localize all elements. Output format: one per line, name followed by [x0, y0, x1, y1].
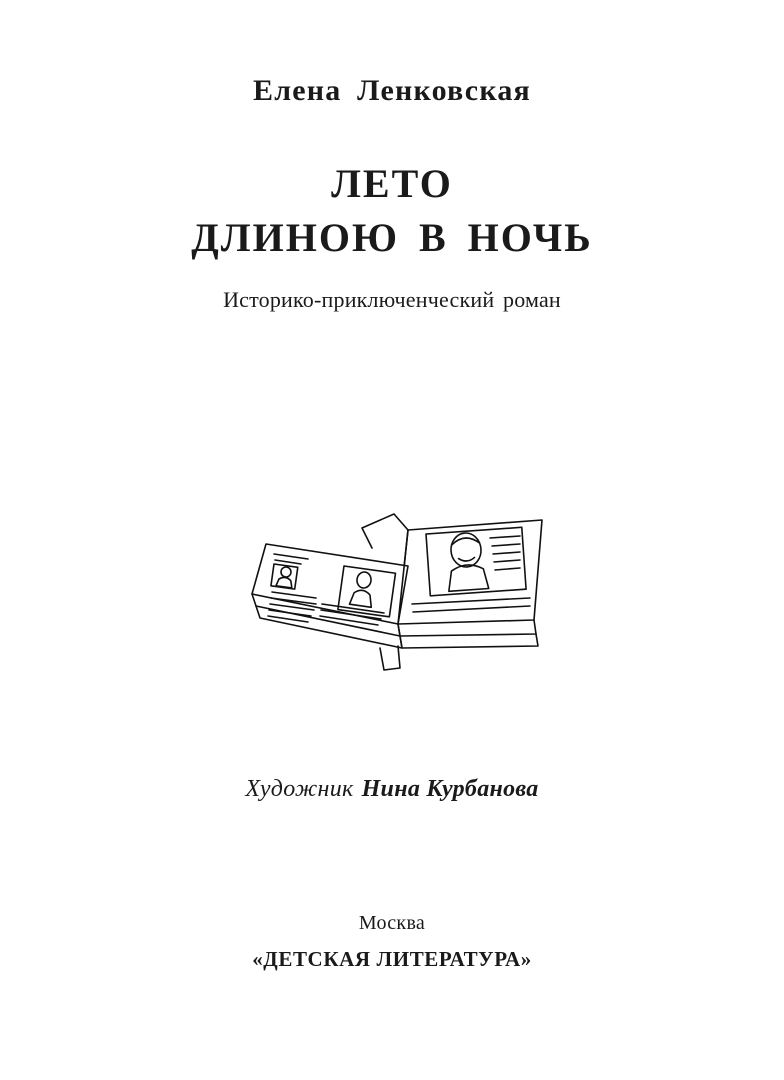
publisher-city: Москва	[358, 912, 426, 934]
book-title-line-1: ЛЕТО	[331, 161, 453, 206]
book-title-line-2: ДЛИНОЮ В НОЧЬ	[191, 215, 593, 260]
publisher-name: «ДЕТСКАЯ ЛИТЕРАТУРА»	[252, 947, 532, 971]
open-book-illustration	[192, 498, 592, 698]
book-title	[191, 157, 592, 265]
artist-label: Художник	[245, 776, 354, 802]
artist-name: Нина Курбанова	[361, 776, 539, 802]
book-subtitle: Историко-приключенческий роман	[223, 287, 561, 312]
book-author: Елена Ленковская	[253, 74, 531, 107]
imprint-block	[0, 912, 784, 972]
open-book-icon	[212, 508, 572, 688]
artist-credit	[245, 776, 538, 803]
